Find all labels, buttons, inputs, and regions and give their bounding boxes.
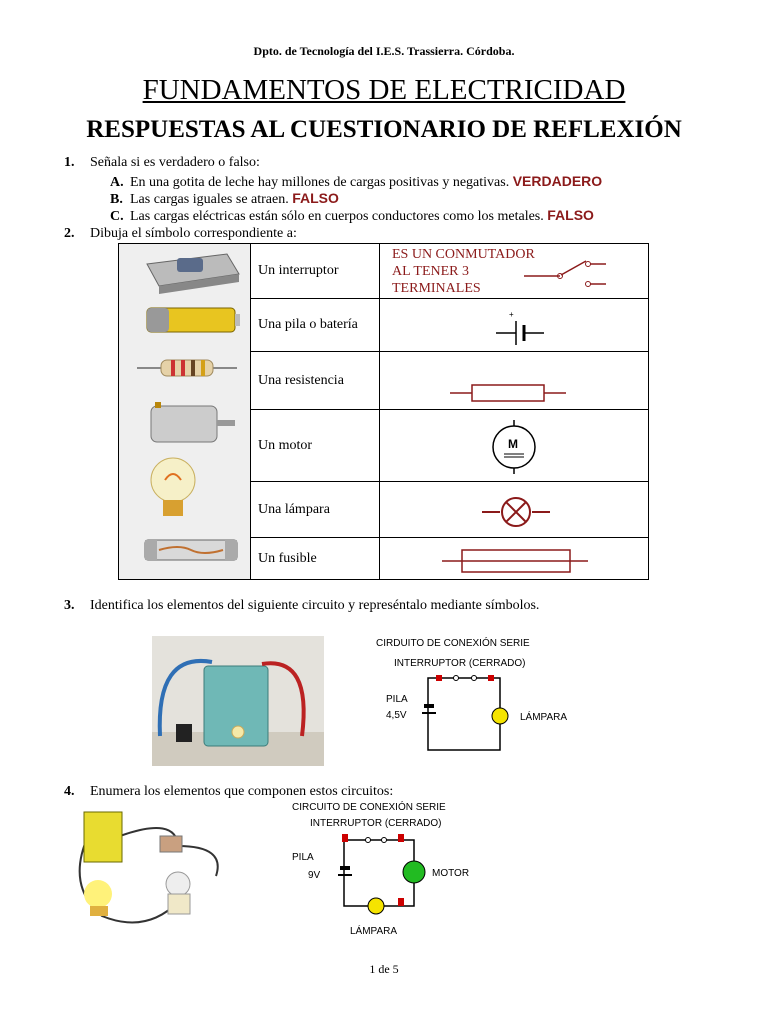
- question-4-number: 4.: [64, 784, 75, 799]
- page-header: Dpto. de Tecnología del I.E.S. Trassierra. Córdoba.: [253, 44, 515, 58]
- fuse-symbol-cell: [380, 538, 648, 579]
- answer: FALSO: [292, 190, 339, 206]
- battery-plus-sign: +: [509, 310, 514, 319]
- circuit-photo-q3: [152, 636, 324, 766]
- row-label-motor: Un motor: [250, 410, 380, 482]
- item-text: Las cargas eléctricas están sólo en cuerpos conductores como los metales.: [130, 209, 544, 224]
- question-1-item-c: [110, 207, 594, 225]
- resistor-symbol-cell: [380, 352, 648, 410]
- switch-note-line: AL TENER 3: [392, 264, 469, 279]
- row-label-fuse: Un fusible: [250, 538, 380, 579]
- motor-letter: M: [508, 437, 518, 451]
- bulb-photo: [151, 458, 195, 516]
- battery-symbol: [490, 307, 550, 347]
- resistor-symbol: [448, 382, 568, 404]
- page-subtitle: RESPUESTAS AL CUESTIONARIO DE REFLEXIÓN: [86, 116, 682, 143]
- item-letter: B.: [110, 192, 123, 207]
- question-1-item-a: [110, 173, 602, 191]
- circuit-illustration-q4: [66, 806, 246, 932]
- question-4-text: Enumera los elementos que componen estos circuitos:: [90, 784, 394, 799]
- item-text: Las cargas iguales se atraen.: [130, 192, 289, 207]
- diagram-title: CIRDUITO DE CONEXIÓN SERIE: [376, 638, 530, 649]
- question-2: [64, 226, 297, 242]
- motor-symbol-cell: [380, 410, 648, 482]
- switch-label: INTERRUPTOR (CERRADO): [310, 818, 442, 829]
- motor-symbol: [484, 420, 544, 474]
- switch-note-line: TERMINALES: [392, 281, 481, 296]
- battery-label: PILA: [386, 694, 408, 705]
- answer: FALSO: [547, 207, 594, 223]
- page-number: 1 de 5: [369, 962, 399, 976]
- question-2-text: Dibuja el símbolo correspondiente a:: [90, 226, 297, 241]
- question-1-item-b: [110, 190, 339, 208]
- switch-photo: [147, 254, 239, 294]
- question-4: [64, 784, 393, 800]
- lamp-label: LÁMPARA: [350, 926, 398, 937]
- question-3: [64, 598, 539, 614]
- question-2-number: 2.: [64, 226, 75, 241]
- series-circuit-diagram-q3: [370, 632, 600, 762]
- question-1-text: Señala si es verdadero o falso:: [90, 155, 260, 170]
- switch-label: INTERRUPTOR (CERRADO): [394, 658, 526, 669]
- question-1: [64, 155, 260, 171]
- switch-symbol-cell: [380, 244, 648, 299]
- page-title: FUNDAMENTOS DE ELECTRICIDAD: [142, 74, 626, 106]
- item-letter: C.: [110, 209, 124, 224]
- lamp-symbol-cell: [380, 482, 648, 538]
- commutator-symbol: [520, 252, 610, 292]
- question-1-number: 1.: [64, 155, 75, 170]
- row-label-resistor: Una resistencia: [250, 352, 380, 410]
- row-label-switch: Un interruptor: [250, 244, 380, 299]
- series-circuit-diagram-q4: [288, 800, 478, 940]
- lamp-label: LÁMPARA: [520, 712, 568, 723]
- battery-value: 9V: [308, 870, 321, 881]
- lamp-symbol: [480, 494, 552, 530]
- motor-label: MOTOR: [432, 868, 470, 879]
- fuse-symbol: [440, 548, 590, 574]
- row-label-lamp: Una lámpara: [250, 482, 380, 538]
- components-photo-column: [119, 244, 251, 579]
- components-illustration: [119, 244, 250, 579]
- battery-label: PILA: [292, 852, 314, 863]
- item-letter: A.: [110, 175, 124, 190]
- fuse-photo: [145, 540, 237, 560]
- battery-symbol-cell: [380, 299, 648, 352]
- row-label-battery: Una pila o batería: [250, 299, 380, 352]
- item-text: En una gotita de leche hay millones de cargas positivas y negativas.: [130, 175, 510, 190]
- resistor-photo: [137, 360, 237, 376]
- question-3-text: Identifica los elementos del siguiente circuito y represéntalo mediante símbolos.: [90, 598, 540, 613]
- diagram-title: CIRCUITO DE CONEXIÓN SERIE: [292, 802, 446, 813]
- motor-photo: [151, 402, 235, 442]
- symbol-table: [118, 243, 649, 580]
- answer: VERDADERO: [512, 173, 603, 189]
- switch-note-line: ES UN CONMUTADOR: [392, 247, 535, 262]
- question-3-number: 3.: [64, 598, 75, 613]
- switch-note: [392, 246, 535, 297]
- battery-photo: [147, 308, 240, 332]
- battery-value: 4,5V: [386, 710, 407, 721]
